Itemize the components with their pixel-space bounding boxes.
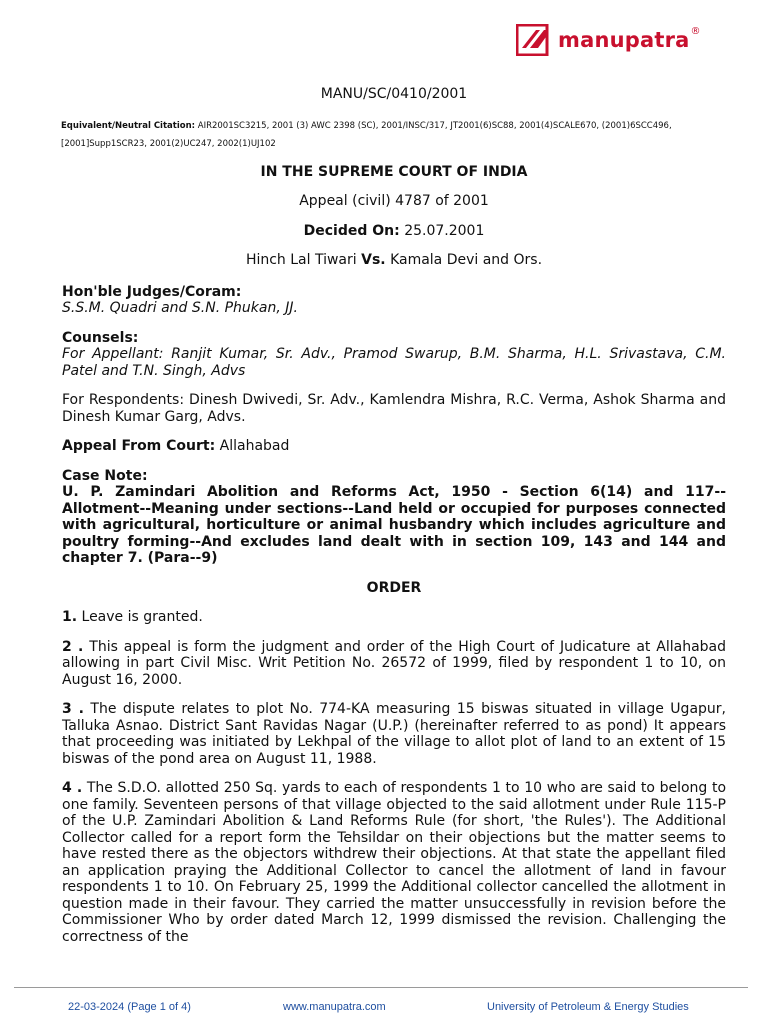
paragraph-4 (62, 780, 726, 945)
case-note-section (62, 468, 726, 567)
case-parties (62, 252, 726, 269)
case-note-text: U. P. Zamindari Abolition and Reforms Act, 1950 - Section 6(14) and 117--Allotment--Meaning under sections--Land held or occupied for purposes connected with agricultural, horticulture or animal husbandry which includes agriculture and poultry forming--And excludes land dealt with in section 109, 143 and 144 and chapter 7. (Para--9) (62, 484, 726, 566)
appellant-name: Hinch Lal Tiwari (245, 252, 357, 268)
footer-divider (14, 987, 748, 988)
paragraph-1 (62, 609, 726, 626)
manupatra-square-logo-icon (516, 24, 552, 56)
decided-on (62, 223, 726, 240)
footer-page-info: 22-03-2024 (Page 1 of 4) (68, 1001, 191, 1013)
respondent-name: Kamala Devi and Ors. (390, 252, 543, 268)
equivalent-citation-label: Equivalent/Neutral Citation: (61, 120, 196, 131)
paragraph-number: 1. (62, 609, 78, 625)
manu-citation: MANU/SC/0410/2001 (320, 86, 468, 102)
case-note-label: Case Note: (62, 467, 148, 484)
footer-institution: University of Petroleum & Energy Studies (487, 1001, 689, 1013)
counsel-respondents: For Respondents: Dinesh Dwivedi, Sr. Adv., Kamlendra Mishra, R.C. Verma, Ashok Sharma and Dinesh Kumar Garg, Advs. (62, 392, 726, 425)
decided-on-label: Decided On: (303, 222, 400, 239)
judges-section (62, 284, 726, 317)
appeal-from-court (62, 438, 726, 455)
registered-mark: ® (690, 25, 701, 37)
judges-label: Hon'ble Judges/Coram: (62, 283, 242, 300)
paragraph-text: The S.D.O. allotted 250 Sq. yards to each of respondents 1 to 10 who are said to belong to one family. Seventeen persons of that village objected to the said allotment under Rule 115-P of the U.P. Zamindari Abolition & Land Reforms Rule (for short, 'the Rules'). The Additional Collector called for a report form the Tehsildar on their objections but the matter seems to have rested there as the objectors withdrew their objections. At that state the appellant filed an application praying the Additional Collector to cancel the allotment of land in favour respondents 1 to 10. On February 25, 1999 the Additional collector cancelled the allotment in question made in their favour. They carried the matter unsuccessfully in revision before the Commissioner Who by order dated March 12, 1999 dismissed the revision. Challenging the correctness of the (62, 780, 727, 945)
equivalent-citation (61, 117, 726, 153)
order-heading: ORDER (366, 579, 422, 596)
logo-text: manupatra (558, 28, 690, 52)
appeal-from-value: Allahabad (219, 438, 290, 454)
appeal-from-label: Appeal From Court: (62, 438, 216, 454)
paragraph-number: 4 . (62, 780, 83, 796)
manupatra-logo (516, 22, 716, 58)
paragraph-text: The dispute relates to plot No. 774-KA measuring 15 biswas situated in village Ugapur, Talluka Asnao. District Sant Ravidas Nagar (U.P.) (hereinafter referred to as pond) It appears that proceeding was initiated by Lekhpal of the village to allot plot of land to an extent of 15 biswas of the pond area on August 11, 1988. (62, 701, 726, 767)
equivalent-citation-text: AIR2001SC3215, 2001 (3) AWC 2398 (SC), 2001/INSC/317, JT2001(6)SC88, 2001(4)SCALE670, (2001)6SCC496, [2001]Supp1SCR23, 2001(2)UC247, 2002(1)UJ102 (61, 120, 672, 149)
document-body (62, 86, 726, 958)
versus-label: Vs. (361, 252, 386, 268)
court-name: IN THE SUPREME COURT OF INDIA (260, 163, 528, 180)
appeal-number: Appeal (civil) 4787 of 2001 (299, 193, 489, 209)
decided-on-value: 25.07.2001 (404, 222, 485, 239)
counsels-section (62, 330, 726, 380)
paragraph-number: 2 . (62, 638, 84, 655)
paragraph-number: 3 . (62, 701, 84, 717)
counsel-appellant: For Appellant: Ranjit Kumar, Sr. Adv., Pramod Swarup, B.M. Sharma, H.L. Srivastava, C.M. Patel and T.N. Singh, Advs (62, 346, 726, 379)
footer-website-link[interactable]: www.manupatra.com (283, 1001, 386, 1013)
paragraph-2 (62, 639, 726, 689)
paragraph-3 (62, 701, 726, 767)
judges-names: S.S.M. Quadri and S.N. Phukan, JJ. (62, 300, 298, 316)
paragraph-text: This appeal is form the judgment and order of the High Court of Judicature at Allahabad allowing in part Civil Misc. Writ Petition No. 26572 of 1999, filed by respondent 1 to 10, on August 16, 2000. (62, 638, 727, 688)
counsels-label: Counsels: (62, 329, 139, 346)
paragraph-text: Leave is granted. (81, 609, 203, 625)
